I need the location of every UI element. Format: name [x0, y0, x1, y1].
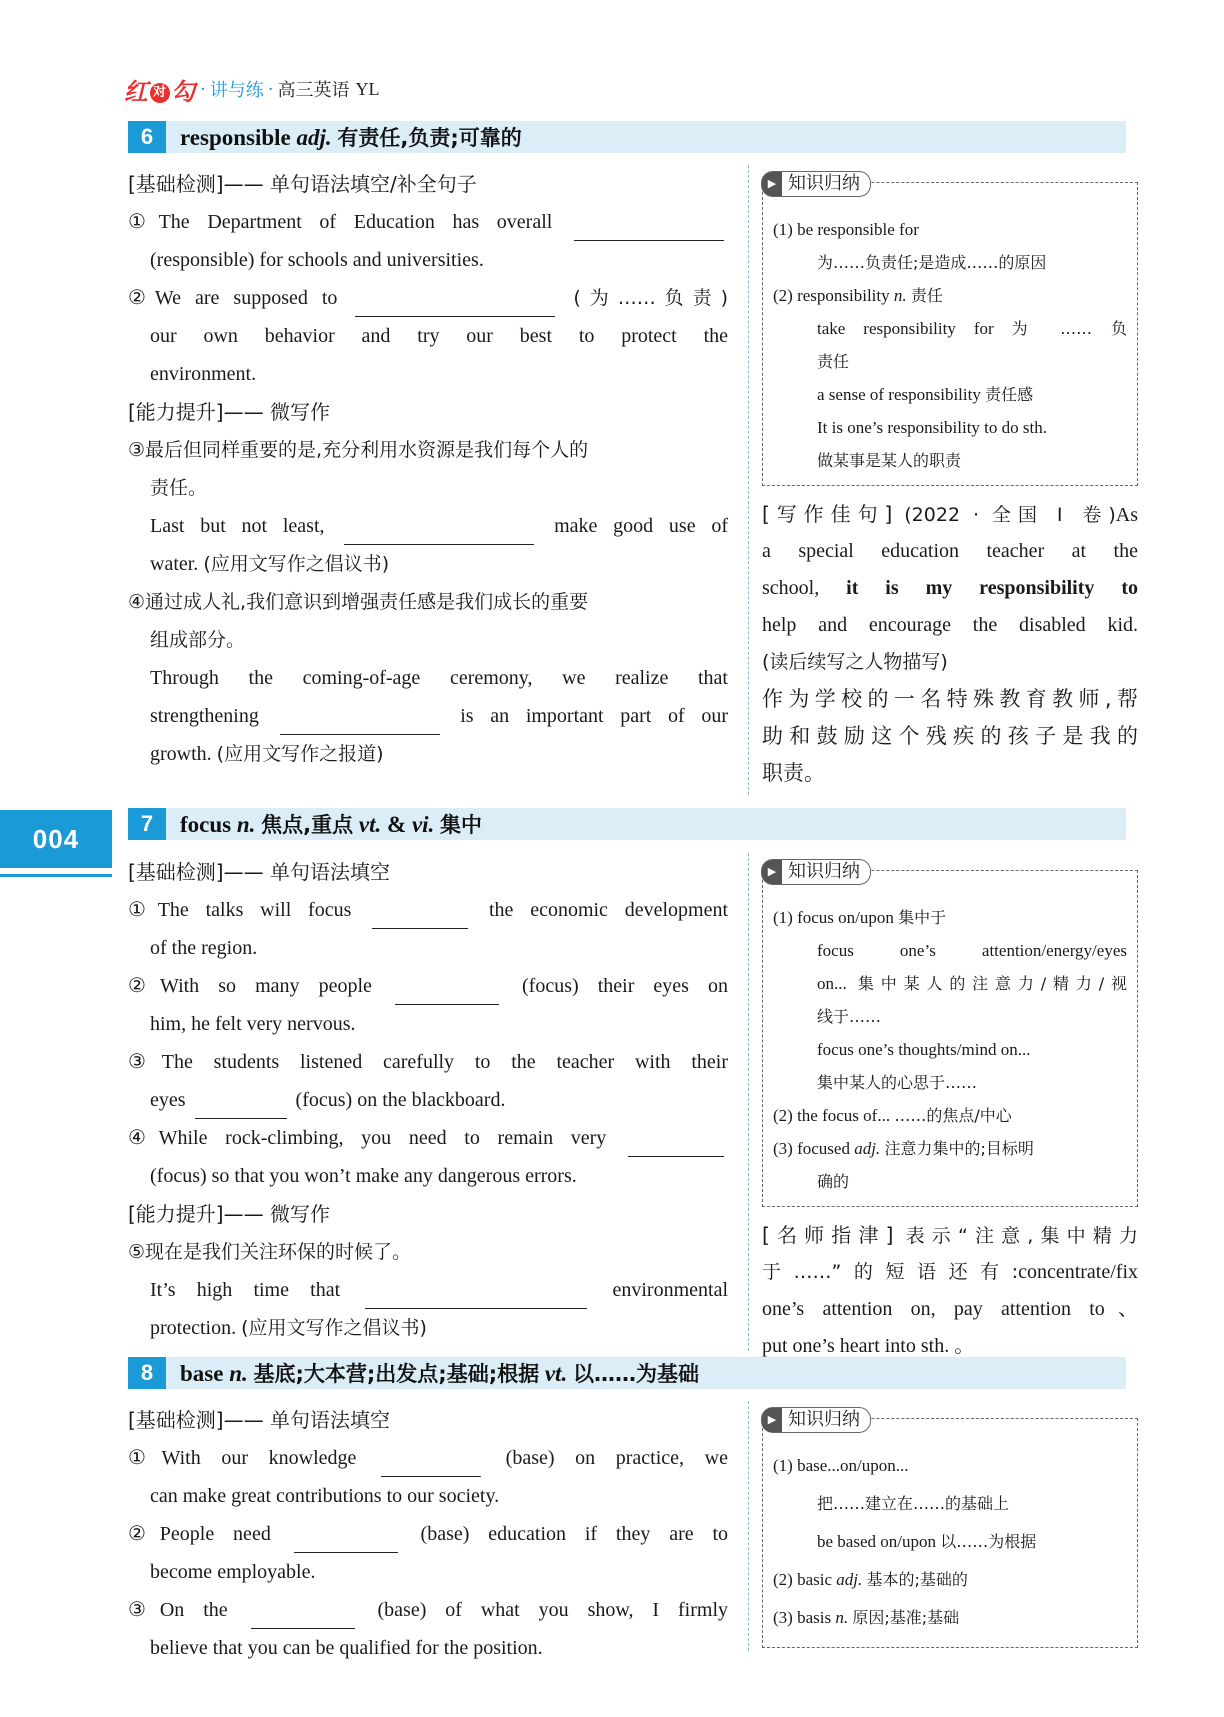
part-of-speech: vi. [411, 812, 435, 837]
knowledge-meaning: 责任感 [985, 385, 1034, 404]
knowledge-item: focus one’s thoughts/mind on... [817, 1040, 1031, 1059]
part-of-speech: n. [236, 812, 256, 837]
question-text: ④While rock-climbing, you need to remain very [128, 1127, 607, 1149]
question-text: our own behavior and try our best to protect the [150, 325, 728, 347]
basic-test-desc: —— 单句语法填空 [223, 1408, 390, 1432]
section-7-header [128, 808, 1126, 840]
question-chinese: ③最后但同样重要的是,充分利用水资源是我们每个人的 [128, 439, 589, 461]
knowledge-item: be based on/upon [817, 1532, 936, 1551]
basic-test-desc: —— 单句语法填空 [223, 860, 390, 884]
section-title [180, 1358, 699, 1388]
question-text: ②We are supposed to [128, 287, 338, 309]
knowledge-meaning: 集中于 [898, 908, 947, 927]
page-header [124, 74, 379, 104]
question-text: (base) of what you show, I firmly [377, 1599, 728, 1621]
example-translation: 助和鼓励这个残疾的孩子是我的 [762, 724, 1138, 748]
question-source: (应用文写作之倡议书) [241, 1317, 427, 1339]
section-number: 7 [128, 808, 166, 840]
section-6-exercises [128, 165, 728, 773]
answer-blank[interactable] [365, 1282, 587, 1309]
knowledge-meaning: 基本的;基础的 [866, 1570, 968, 1589]
part-of-speech: adj. [296, 125, 332, 150]
knowledge-meaning: 责任 [910, 286, 943, 305]
knowledge-meaning: 做某事是某人的职责 [817, 451, 962, 470]
question-text: become employable. [150, 1561, 316, 1583]
knowledge-item: (2) the focus of... [773, 1106, 891, 1125]
tip-text: one’s attention on, pay attention to、 [762, 1298, 1138, 1320]
knowledge-summary-box [762, 173, 1138, 486]
knowledge-item: on... [817, 974, 847, 993]
question-text: ②With so many people [128, 975, 372, 997]
question-source: (应用文写作之报道) [216, 743, 384, 765]
tip-text: 表示“注意,集中精力 [905, 1225, 1139, 1247]
knowledge-item: (2) basic [773, 1570, 833, 1589]
question-text: ①The talks will focus [128, 899, 352, 921]
knowledge-item: (3) basis [773, 1608, 832, 1627]
advanced-desc: —— 微写作 [223, 1202, 330, 1226]
knowledge-meaning: 注意力集中的;目标明 [884, 1139, 1034, 1158]
answer-blank[interactable] [355, 290, 555, 317]
question-text: Through the coming-of-age ceremony, we realize that [150, 667, 728, 689]
section-number: 8 [128, 1357, 166, 1389]
example-text: help and encourage the disabled kid. [762, 614, 1138, 636]
knowledge-meaning: 为 …… 负 [1011, 319, 1127, 338]
basic-test-label: [基础检测] [128, 1408, 224, 1432]
headword: responsible [180, 125, 291, 150]
question-text: is an important part of our [460, 705, 729, 727]
knowledge-item: focus one’s attention/energy/eyes [817, 941, 1127, 960]
part-of-speech: adj. [836, 1570, 863, 1589]
section-7-notes [762, 861, 1139, 1365]
knowledge-item: a sense of responsibility [817, 385, 981, 404]
question-text: ①The Department of Education has overall [128, 211, 553, 233]
question-text: make good use of [554, 515, 729, 537]
answer-blank[interactable] [251, 1602, 355, 1629]
answer-blank[interactable] [395, 978, 499, 1005]
question-text: (focus) on the blackboard. [295, 1089, 506, 1111]
question-text: the economic development [488, 899, 729, 921]
example-text: a special education teacher at the [762, 540, 1138, 562]
knowledge-meaning: 集中某人的注意力/精力/视 [857, 974, 1127, 993]
headword-meaning: 有责任,负责;可靠的 [337, 126, 522, 150]
part-of-speech: n. [893, 286, 907, 305]
question-text: environmental [612, 1279, 729, 1301]
question-text: (focus) so that you won’t make any dangerous errors. [150, 1165, 577, 1187]
question-text: Last but not least, [150, 515, 325, 537]
play-triangle-icon: ▶ [762, 172, 782, 196]
tip-text: concentrate/fix [1018, 1261, 1138, 1283]
knowledge-meaning: 集中某人的心思于…… [817, 1073, 978, 1092]
answer-blank[interactable] [381, 1450, 481, 1477]
column-divider [748, 853, 749, 1351]
question-text: environment. [150, 363, 257, 385]
question-chinese: 责任。 [150, 477, 208, 499]
question-text: ③On the [128, 1599, 228, 1621]
question-text: him, he felt very nervous. [150, 1013, 356, 1035]
section-8-notes [762, 1409, 1138, 1648]
question-text: (responsible) for schools and universities. [150, 249, 484, 271]
knowledge-summary-tag: ▶ 知识归纳 [761, 859, 871, 885]
writing-example-label: [写作佳句] [762, 502, 893, 526]
play-triangle-icon: ▶ [762, 1408, 782, 1432]
teacher-tips-label: [名师指津] [762, 1223, 894, 1247]
question-text: protection. [150, 1317, 237, 1339]
headword: focus [180, 812, 232, 837]
answer-blank[interactable] [195, 1092, 287, 1119]
section-8-header [128, 1357, 1126, 1389]
knowledge-item: (1) focus on/upon [773, 908, 894, 927]
header-separator: · [200, 78, 206, 100]
question-text: eyes [150, 1089, 186, 1111]
headword-meaning: 基底;大本营;出发点;基础;根据 [253, 1362, 540, 1386]
example-text: school, [762, 577, 820, 599]
question-text: ①With our knowledge [128, 1447, 357, 1469]
example-text: As [1115, 504, 1139, 526]
knowledge-item: (3) focused [773, 1139, 850, 1158]
answer-blank[interactable] [294, 1526, 398, 1553]
header-separator: · [267, 78, 274, 100]
section-title [180, 122, 522, 152]
knowledge-meaning: 原因;基准;基础 [852, 1608, 960, 1627]
knowledge-item: (1) base...on/upon... [773, 1456, 909, 1475]
part-of-speech: vt. [544, 1361, 568, 1386]
question-text: water. [150, 553, 199, 575]
knowledge-meaning: 为……负责任;是造成……的原因 [817, 253, 1047, 272]
question-chinese: ④通过成人礼,我们意识到增强责任感是我们成长的重要 [128, 591, 589, 613]
knowledge-summary-tag: ▶ 知识归纳 [761, 171, 871, 197]
answer-blank[interactable] [574, 214, 724, 241]
knowledge-item: (2) responsibility [773, 286, 890, 305]
headword-meaning: 集中 [440, 813, 483, 837]
knowledge-meaning: 以……为根据 [940, 1532, 1037, 1551]
section-6-notes [762, 173, 1139, 792]
advanced-label: [能力提升] [128, 400, 224, 424]
basic-test-label: [基础检测] [128, 172, 224, 196]
book-code: YL [355, 78, 380, 99]
question-chinese: ⑤现在是我们关注环保的时候了。 [128, 1241, 412, 1263]
basic-test-label: [基础检测] [128, 860, 224, 884]
advanced-label: [能力提升] [128, 1202, 224, 1226]
knowledge-meaning: ……的焦点/中心 [894, 1106, 1012, 1125]
part-of-speech: adj. [854, 1139, 881, 1158]
question-text: of the region. [150, 937, 258, 959]
example-translation: 作为学校的一名特殊教育教师,帮 [762, 687, 1138, 711]
column-divider [748, 1401, 749, 1651]
headword: base [180, 1361, 224, 1386]
series-name: 讲与练 [209, 80, 264, 101]
column-divider [748, 165, 749, 795]
knowledge-meaning: 确的 [817, 1172, 850, 1191]
tip-text: put one’s heart into sth. 。 [762, 1335, 975, 1357]
question-text: growth. [150, 743, 212, 765]
knowledge-item: take responsibility for [817, 319, 994, 338]
writing-example-source: (2022 · 全国 Ⅰ 卷) [904, 504, 1116, 526]
answer-blank[interactable] [344, 518, 534, 545]
ampersand: & [387, 812, 407, 837]
section-7-exercises [128, 853, 728, 1347]
page-number: 004 [0, 810, 112, 868]
tip-text: 于……”的短语还有: [762, 1261, 1019, 1283]
answer-blank[interactable] [628, 1130, 724, 1157]
basic-test-desc: —— 单句语法填空/补全句子 [223, 172, 477, 196]
knowledge-meaning: 责任 [817, 352, 850, 371]
example-highlight: it is my responsibility to [846, 577, 1138, 599]
knowledge-item: It is one’s responsibility to do sth. [817, 418, 1047, 437]
section-6-header [128, 121, 1126, 153]
section-8-exercises [128, 1401, 728, 1667]
book-title: 高三英语 [277, 80, 350, 101]
question-text: strengthening [150, 705, 259, 727]
question-source: (应用文写作之倡议书) [203, 553, 390, 575]
part-of-speech: n. [229, 1361, 248, 1386]
question-text: ②People need [128, 1523, 271, 1545]
knowledge-item: (1) be responsible for [773, 220, 919, 239]
page-number-underline [0, 874, 112, 877]
question-chinese: 组成部分。 [150, 629, 246, 651]
advanced-desc: —— 微写作 [223, 400, 330, 424]
knowledge-summary-box [762, 861, 1138, 1207]
question-text: It’s high time that [150, 1279, 341, 1301]
knowledge-meaning: 把……建立在……的基础上 [817, 1494, 1010, 1513]
answer-blank[interactable] [280, 708, 440, 735]
question-hint: (为……负责) [573, 287, 729, 309]
part-of-speech: vt. [358, 812, 382, 837]
headword-meaning: 焦点,重点 [261, 813, 354, 837]
question-text: believe that you can be qualified for the position. [150, 1637, 543, 1659]
section-number: 6 [128, 121, 166, 153]
example-source: (读后续写之人物描写) [762, 651, 948, 673]
teacher-tips [762, 1217, 1138, 1365]
knowledge-summary-tag: ▶ 知识归纳 [761, 1407, 871, 1433]
example-translation: 职责。 [762, 761, 825, 785]
question-text: can make great contributions to our society. [150, 1485, 500, 1507]
question-text: ③The students listened carefully to the teacher with their [128, 1051, 728, 1073]
headword-meaning: 以……为基础 [572, 1362, 699, 1386]
part-of-speech: n. [835, 1608, 849, 1627]
question-text: (base) education if they are to [420, 1523, 729, 1545]
play-triangle-icon: ▶ [762, 860, 782, 884]
knowledge-meaning: 线于…… [817, 1007, 882, 1026]
answer-blank[interactable] [372, 902, 468, 929]
brand-logo: 红 对 勾 [124, 76, 196, 106]
writing-example [762, 496, 1138, 792]
question-text: (base) on practice, we [505, 1447, 728, 1469]
question-text: (focus) their eyes on [522, 975, 729, 997]
knowledge-summary-box [762, 1409, 1138, 1648]
section-title [180, 809, 482, 839]
